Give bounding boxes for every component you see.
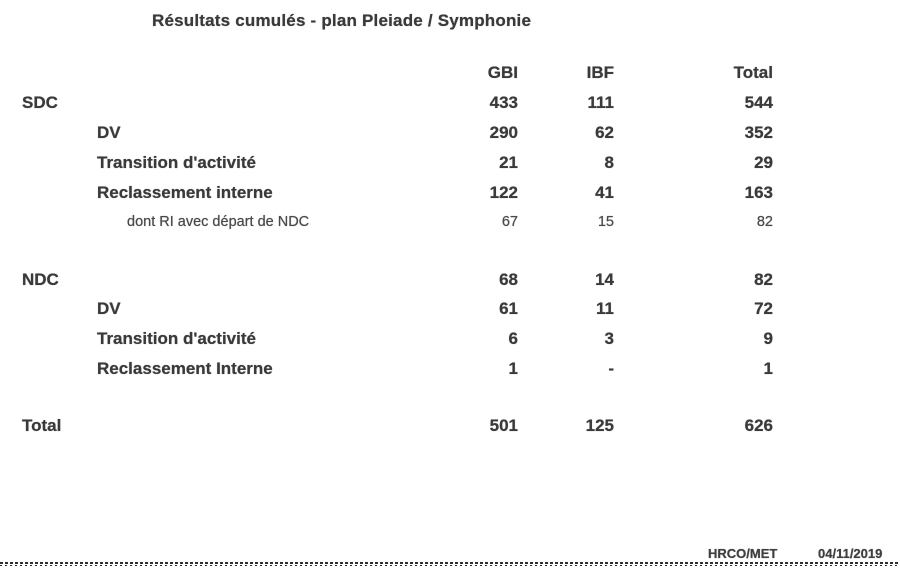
cell-total: 352 bbox=[744, 123, 773, 142]
cell-gbi: 6 bbox=[508, 329, 518, 348]
table-row-sdc bbox=[0, 93, 900, 115]
table-row-dont-ri bbox=[0, 214, 900, 236]
cell-ibf: 15 bbox=[597, 214, 614, 230]
cell-ibf: 3 bbox=[604, 329, 614, 348]
table-row-ndc-transition bbox=[0, 329, 900, 351]
row-label: Transition d'activité bbox=[97, 153, 256, 172]
cell-gbi: 68 bbox=[499, 270, 518, 289]
row-label: NDC bbox=[22, 270, 59, 289]
footer-date: 04/11/2019 bbox=[818, 546, 883, 561]
column-header-ibf: IBF bbox=[586, 63, 614, 82]
cell-ibf: 111 bbox=[587, 93, 614, 112]
cell-gbi: 290 bbox=[489, 123, 518, 142]
cell-ibf: 62 bbox=[595, 123, 614, 142]
row-label: Total bbox=[22, 416, 62, 435]
page-bottom-rule bbox=[0, 562, 900, 566]
cell-total: 29 bbox=[754, 153, 773, 172]
cell-total: 82 bbox=[756, 214, 773, 230]
row-label: SDC bbox=[22, 93, 58, 112]
cell-total: 82 bbox=[754, 270, 773, 289]
page-title: Résultats cumulés - plan Pleiade / Symphonie bbox=[152, 11, 532, 30]
row-label: DV bbox=[97, 123, 121, 142]
cell-gbi: 501 bbox=[489, 416, 518, 435]
table-row-grand-total bbox=[0, 416, 900, 438]
cell-total: 9 bbox=[763, 329, 773, 348]
row-label: Reclassement interne bbox=[97, 183, 273, 202]
cell-gbi: 122 bbox=[489, 183, 518, 202]
table-row-ndc-reclassement bbox=[0, 359, 900, 381]
column-header-gbi: GBI bbox=[487, 63, 518, 82]
cell-ibf: 14 bbox=[595, 270, 614, 289]
row-label: Reclassement Interne bbox=[97, 359, 273, 378]
cell-total: 626 bbox=[744, 416, 773, 435]
row-label: dont RI avec départ de NDC bbox=[127, 214, 310, 230]
table-row-sdc-dv bbox=[0, 123, 900, 145]
table-row-ndc bbox=[0, 270, 900, 292]
cell-gbi: 433 bbox=[489, 93, 518, 112]
cell-total: 1 bbox=[763, 359, 773, 378]
cell-ibf: 11 bbox=[596, 299, 614, 318]
table-header-row bbox=[0, 63, 900, 85]
cell-ibf: 41 bbox=[595, 183, 614, 202]
row-label: DV bbox=[97, 299, 121, 318]
cell-ibf: 125 bbox=[585, 416, 614, 435]
cell-total: 72 bbox=[754, 299, 773, 318]
cell-total: 544 bbox=[744, 93, 773, 112]
table-row-sdc-reclassement bbox=[0, 183, 900, 205]
cell-gbi: 21 bbox=[499, 153, 518, 172]
cell-gbi: 61 bbox=[499, 299, 518, 318]
table-row-sdc-transition bbox=[0, 153, 900, 175]
cell-ibf: 8 bbox=[604, 153, 614, 172]
cell-total: 163 bbox=[744, 183, 773, 202]
column-header-total: Total bbox=[733, 63, 773, 82]
cell-gbi: 1 bbox=[508, 359, 518, 378]
footer-department: HRCO/MET bbox=[708, 546, 778, 561]
cell-ibf: - bbox=[608, 359, 614, 378]
row-label: Transition d'activité bbox=[97, 329, 256, 348]
table-row-ndc-dv bbox=[0, 299, 900, 321]
cell-gbi: 67 bbox=[501, 214, 518, 230]
